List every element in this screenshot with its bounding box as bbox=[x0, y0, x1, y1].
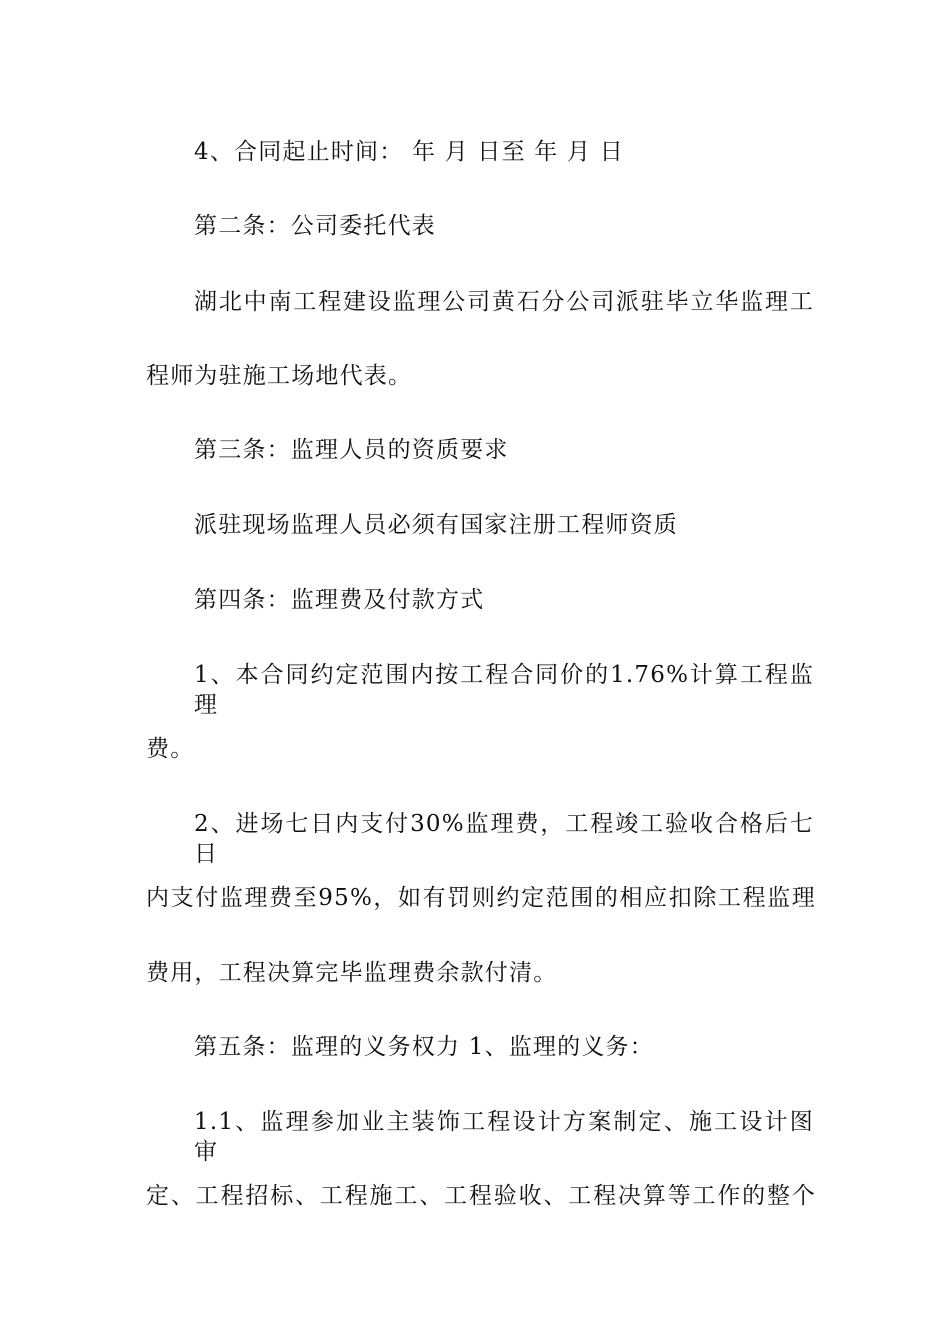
article-two-heading: 第二条：公司委托代表 bbox=[194, 213, 436, 239]
payment-clause-2-line-2: 内支付监理费至95%，如有罚则约定范围的相应扣除工程监理 bbox=[146, 885, 816, 911]
contract-period-line: 4、合同起止时间： 年 月 日至 年 月 日 bbox=[194, 139, 624, 165]
fee-clause-1-line-1: 1、本合同约定范围内按工程合同价的1.76%计算工程监理 bbox=[194, 662, 814, 718]
article-three-heading: 第三条：监理人员的资质要求 bbox=[194, 437, 509, 463]
payment-clause-2-line-1: 2、进场七日内支付30%监理费，工程竣工验收合格后七日 bbox=[194, 811, 814, 867]
obligation-1-1-line-1: 1.1、监理参加业主装饰工程设计方案制定、施工设计图审 bbox=[194, 1109, 814, 1165]
article-four-heading: 第四条：监理费及付款方式 bbox=[194, 587, 485, 613]
payment-clause-2-line-3: 费用，工程决算完毕监理费余款付清。 bbox=[146, 960, 558, 986]
obligation-1-1-line-2: 定、工程招标、工程施工、工程验收、工程决算等工作的整个 bbox=[146, 1183, 816, 1209]
article-three-paragraph: 派驻现场监理人员必须有国家注册工程师资质 bbox=[194, 512, 678, 538]
fee-clause-1-line-2: 费。 bbox=[146, 736, 195, 762]
article-two-paragraph-line-1: 湖北中南工程建设监理公司黄石分公司派驻毕立华监理工 bbox=[194, 289, 814, 315]
article-five-heading: 第五条：监理的义务权力 1、监理的义务： bbox=[194, 1034, 654, 1060]
article-two-paragraph-line-2: 程师为驻施工场地代表。 bbox=[146, 363, 413, 389]
